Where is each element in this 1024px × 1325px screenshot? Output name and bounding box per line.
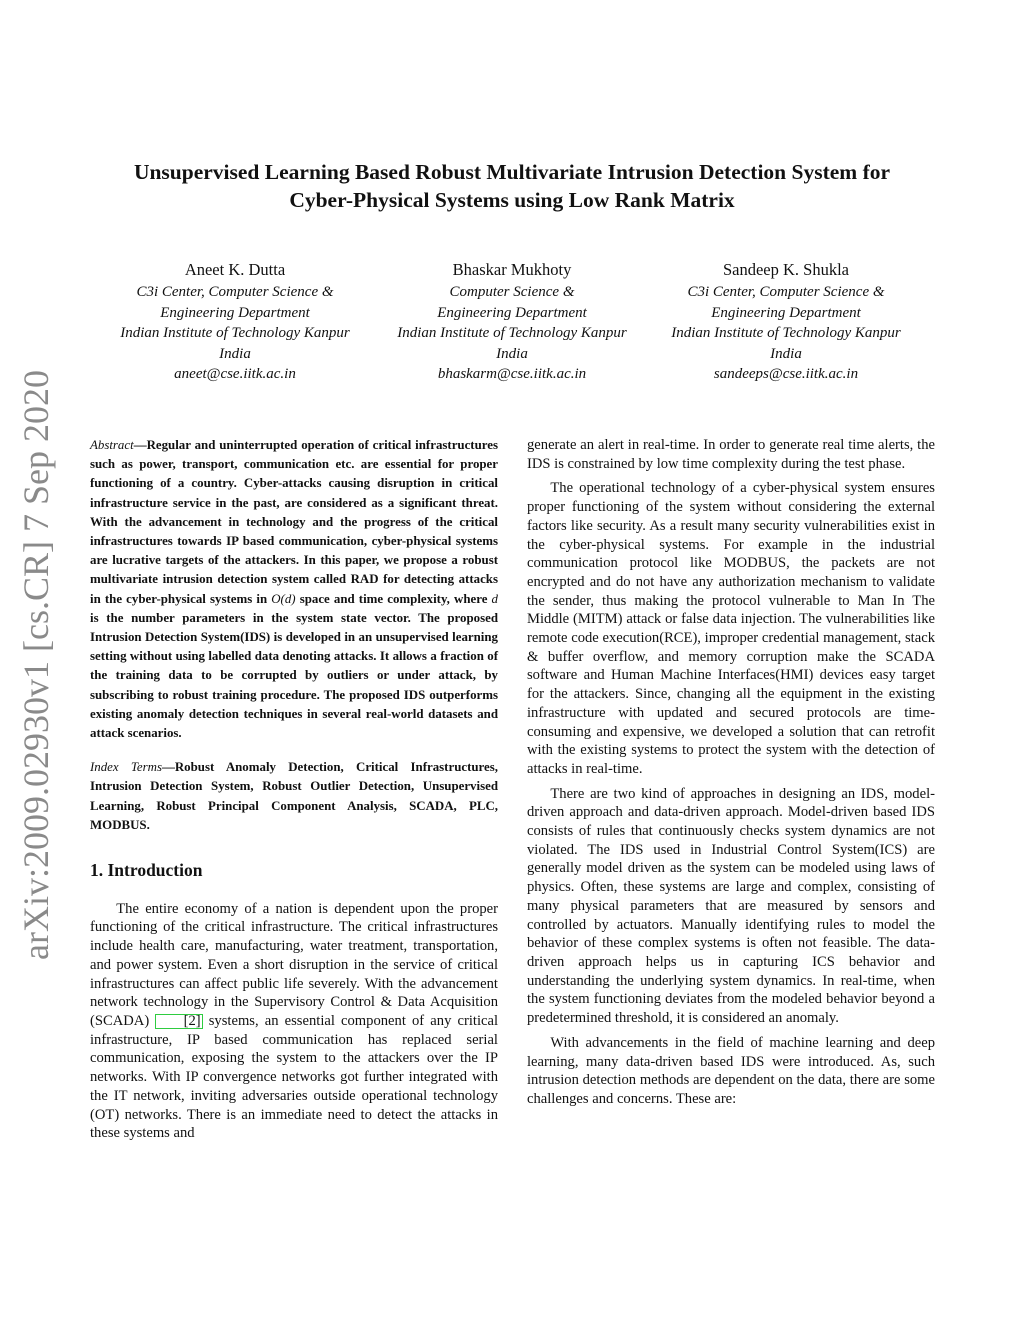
abstract-text-part-1: —Regular and uninterrupted operation of critical infrastructures such as power, transport, communication etc. are essential for proper functioning of a country. Cyber-attacks causing disruption in critical infrastructure service in the past, are considered as a significant threat. With the advancement in technology and the progress of the critical infrastructures towards IP based communication, cyber-physical systems are lucrative targets of the attackers. In this paper, we propose a robust multivariate intrusion detection system called RAD for detecting attacks in the cyber-physical systems in <box>90 438 498 606</box>
author-affiliation-line-1: C3i Center, Computer Science & <box>687 284 885 301</box>
author-country: India <box>219 345 251 362</box>
author-institution: Indian Institute of Technology Kanpur <box>397 325 627 342</box>
paragraph-continued: generate an alert in real-time. In order to generate real time alerts, the IDS is constrained by low time complexity during the test phase. <box>527 437 935 472</box>
author-country: India <box>496 345 528 362</box>
author-affiliation-line-1: C3i Center, Computer Science & <box>136 284 334 301</box>
citation-link[interactable]: [2] <box>155 1014 202 1029</box>
index-terms-text: —Robust Anomaly Detection, Critical Infrastructures, Intrusion Detection System, Robust Outlier Detection, Unsupervised Learning, Robust Principal Component Analysis, SCADA, PLC, MODBUS. <box>90 760 499 832</box>
index-terms <box>90 758 498 835</box>
author-email[interactable]: sandeeps@cse.iitk.ac.in <box>713 366 859 383</box>
author-block-1 <box>90 260 380 384</box>
abstract-text-part-2: space and time complexity, where <box>295 591 492 606</box>
author-name: Sandeep K. Shukla <box>722 260 850 279</box>
abstract <box>90 436 498 743</box>
abstract-math-d: d <box>491 591 498 606</box>
author-block-3 <box>641 260 931 384</box>
paper-title <box>90 158 934 214</box>
arxiv-identifier-svg <box>12 368 62 960</box>
author-institution: Indian Institute of Technology Kanpur <box>671 325 901 342</box>
author-institution: Indian Institute of Technology Kanpur <box>120 325 350 342</box>
abstract-label: Abstract <box>90 438 134 452</box>
author-name: Aneet K. Dutta <box>184 260 286 279</box>
right-column <box>527 436 935 1115</box>
author-affiliation-line-2: Engineering Department <box>437 304 587 321</box>
introduction-text-part-1: The entire economy of a nation is dependent upon the proper functioning of the critical infrastructure. The critical infrastructures include health care, manufacturing, water treatment, transportation, and power system. Even a short disruption in the service of critical infrastructures can affect public life severely. With the advancement network technology in the Supervisory Control & Data Acquisition (SCADA) <box>90 900 498 1029</box>
author-affiliation-line-1: Computer Science & <box>449 284 575 301</box>
author-country: India <box>770 345 802 362</box>
introduction-text-part-2: systems, an essential component of any critical infrastructure, IP based communication has replaced serial communication, exposing the system to the attackers over the IP networks. With IP convergence networks got further integrated with the IT network, inviting adversaries outside operational technology (OT) networks. There is an immediate need to detect the attacks in these systems and <box>90 1012 499 1142</box>
author-name: Bhaskar Mukhoty <box>452 260 572 279</box>
author-affiliation-line-2: Engineering Department <box>160 304 310 321</box>
section-heading-introduction: 1. Introduction <box>90 860 203 881</box>
author-affiliation-line-2: Engineering Department <box>711 304 861 321</box>
abstract-math-complexity: O(d) <box>271 591 296 606</box>
author-email[interactable]: bhaskarm@cse.iitk.ac.in <box>437 366 587 383</box>
paper-title-line-1: Unsupervised Learning Based Robust Multivariate Intrusion Detection System for <box>133 160 891 184</box>
left-column <box>90 436 498 1149</box>
author-block-2 <box>367 260 657 384</box>
index-terms-label: Index Terms <box>90 760 162 775</box>
abstract-text-part-3: is the number parameters in the system state vector. The proposed Intrusion Detection System(IDS) is developed in an unsupervised learning setting without using labelled data denoting attacks. It allows a fraction of the training data to be corrupted by outliers or under attack, by subscribing to robust training procedure. The proposed IDS outperforms existing anomaly detection techniques in several real-world datasets and attack scenarios. <box>90 610 498 741</box>
paragraph-operational-technology: The operational technology of a cyber-physical system ensures proper functioning of the system without considering the external factors like security. As a result many security vulnerabilities exist in the cyber-physical systems. For example in the industrial communication protocol like MODBUS, the packets are not encrypted and do not have any authorization mechanism to validate the sender, thus making the protocol vulnerable to Man In The Middle (MITM) attack or false data injection. The vulnerabilities like remote code execution(RCE), improper credential management, stack & buffer overflow, and memory corruption make the SCADA software and Human Machine Interfaces(HMI) devices easy target for the attackers. Since, changing all the equipment in the existing infrastructure with updated and secured protocols are time-consuming and expensive, we developed a solution that can retrofit with the existing systems to protect the system with the detection of attacks in real-time. <box>527 480 935 777</box>
paragraph-approaches: There are two kind of approaches in designing an IDS, model-driven approach and data-driven approach. Model-driven based IDS consists of rules that continuously checks system dynamics are not violated. The IDS used in Industrial Control System(ICS) are generally model driven as the system can be modeled using laws of physics. Often, these systems are large and complex, consisting of many physical parameters that are measured by sensors and controlled by actuators. Manually identifying rules to model the behavior of these complex systems is often not feasible. The data-driven approach helps us in capturing ICS behavior and understanding the underlying system dynamics. In real-time, when the system functioning deviates from the modeled behavior beyond a predetermined threshold, it is considered an anomaly. <box>527 785 935 1027</box>
introduction-paragraph <box>90 900 498 1143</box>
paper-title-line-2: Cyber-Physical Systems using Low Rank Matrix <box>289 188 735 212</box>
author-email[interactable]: aneet@cse.iitk.ac.in <box>174 366 296 383</box>
arxiv-identifier-text: arXiv:2009.02930v1 [cs.CR] 7 Sep 2020 <box>16 378 56 960</box>
paragraph-machine-learning: With advancements in the field of machine learning and deep learning, many data-driven based IDS were introduced. As, such intrusion detection methods are dependent on the data, there are some challenges and concerns. These are: <box>527 1034 935 1107</box>
arxiv-identifier-stamp <box>12 368 62 960</box>
